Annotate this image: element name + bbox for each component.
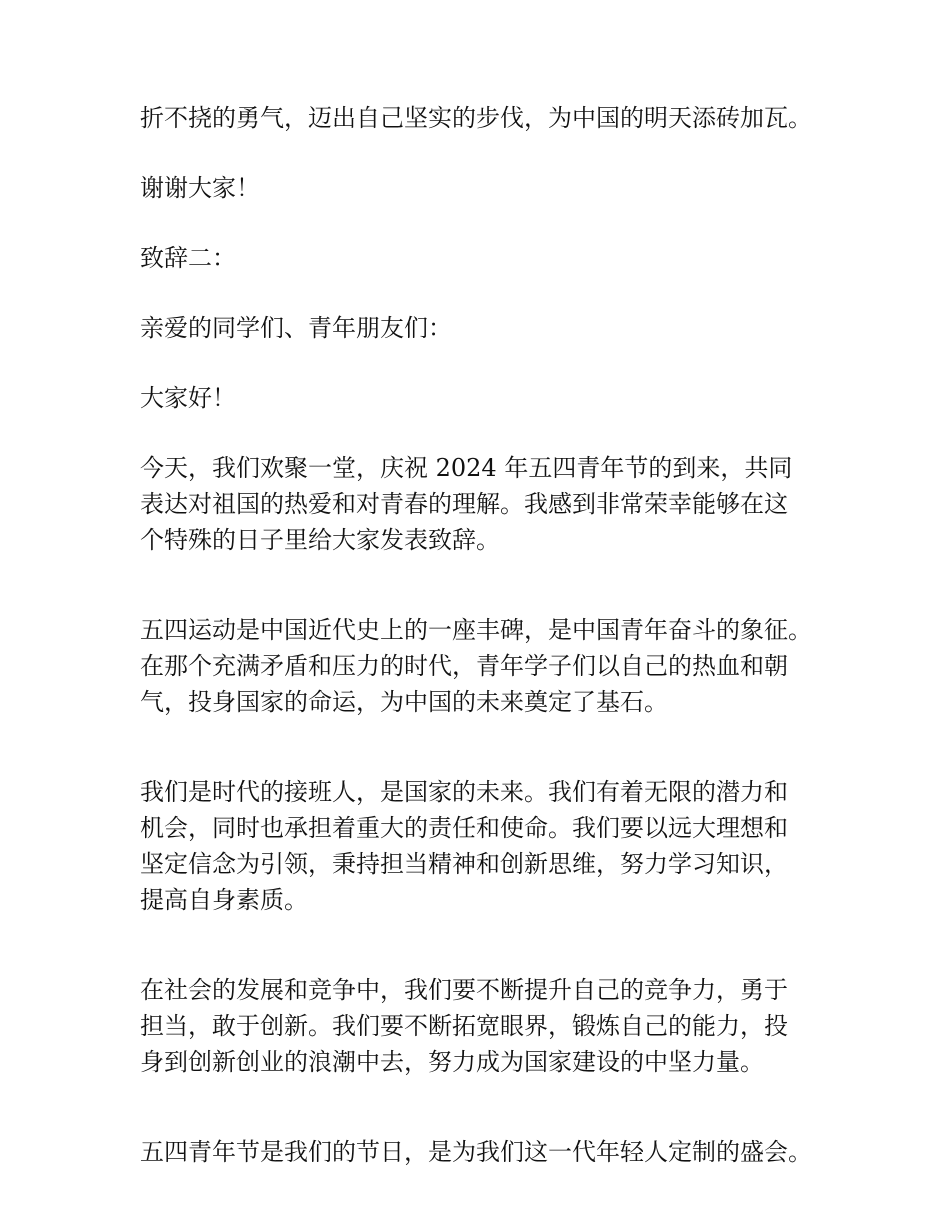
paragraph-responsibility — [140, 774, 840, 918]
text-line: 担当，敢于创新。我们要不断拓宽眼界，锻炼自己的能力，投 — [140, 1012, 788, 1040]
paragraph-greeting — [140, 380, 840, 416]
paragraph-thanks — [140, 170, 840, 206]
text-line: 亲爱的同学们、青年朋友们： — [140, 314, 452, 342]
text-line: 我们是时代的接班人，是国家的未来。我们有着无限的潜力和 — [140, 778, 788, 806]
text-line: 气，投身国家的命运，为中国的未来奠定了基石。 — [140, 688, 668, 716]
section-heading — [140, 240, 840, 276]
text-line: 在社会的发展和竞争中，我们要不断提升自己的竞争力，勇于 — [140, 976, 788, 1004]
text-line: 个特殊的日子里给大家发表致辞。 — [140, 526, 500, 554]
text-line: 谢谢大家！ — [140, 174, 260, 202]
paragraph-festival — [140, 1134, 840, 1170]
text-line: 表达对祖国的热爱和对青春的理解。我感到非常荣幸能够在这 — [140, 490, 788, 518]
text-line: 身到创新创业的浪潮中去，努力成为国家建设的中坚力量。 — [140, 1048, 764, 1076]
paragraph-closing-line — [140, 100, 840, 136]
text-line: 五四运动是中国近代史上的一座丰碑，是中国青年奋斗的象征。 — [140, 616, 812, 644]
text-line: 五四青年节是我们的节日，是为我们这一代年轻人定制的盛会。 — [140, 1138, 812, 1166]
paragraph-opening — [140, 450, 840, 558]
text-line: 大家好！ — [140, 384, 236, 412]
paragraph-competition — [140, 972, 840, 1080]
paragraph-history — [140, 612, 840, 720]
text-line: 在那个充满矛盾和压力的时代，青年学子们以自己的热血和朝 — [140, 652, 788, 680]
paragraph-salutation — [140, 310, 840, 346]
text-line: 折不挠的勇气，迈出自己坚实的步伐，为中国的明天添砖加瓦。 — [140, 104, 812, 132]
text-line: 提高自身素质。 — [140, 886, 308, 914]
text-line: 坚定信念为引领，秉持担当精神和创新思维，努力学习知识， — [140, 850, 788, 878]
text-line: 机会，同时也承担着重大的责任和使命。我们要以远大理想和 — [140, 814, 788, 842]
text-line: 今天，我们欢聚一堂，庆祝 2024 年五四青年节的到来，共同 — [140, 454, 793, 482]
text-line: 致辞二： — [140, 244, 236, 272]
document-body — [140, 100, 840, 1170]
